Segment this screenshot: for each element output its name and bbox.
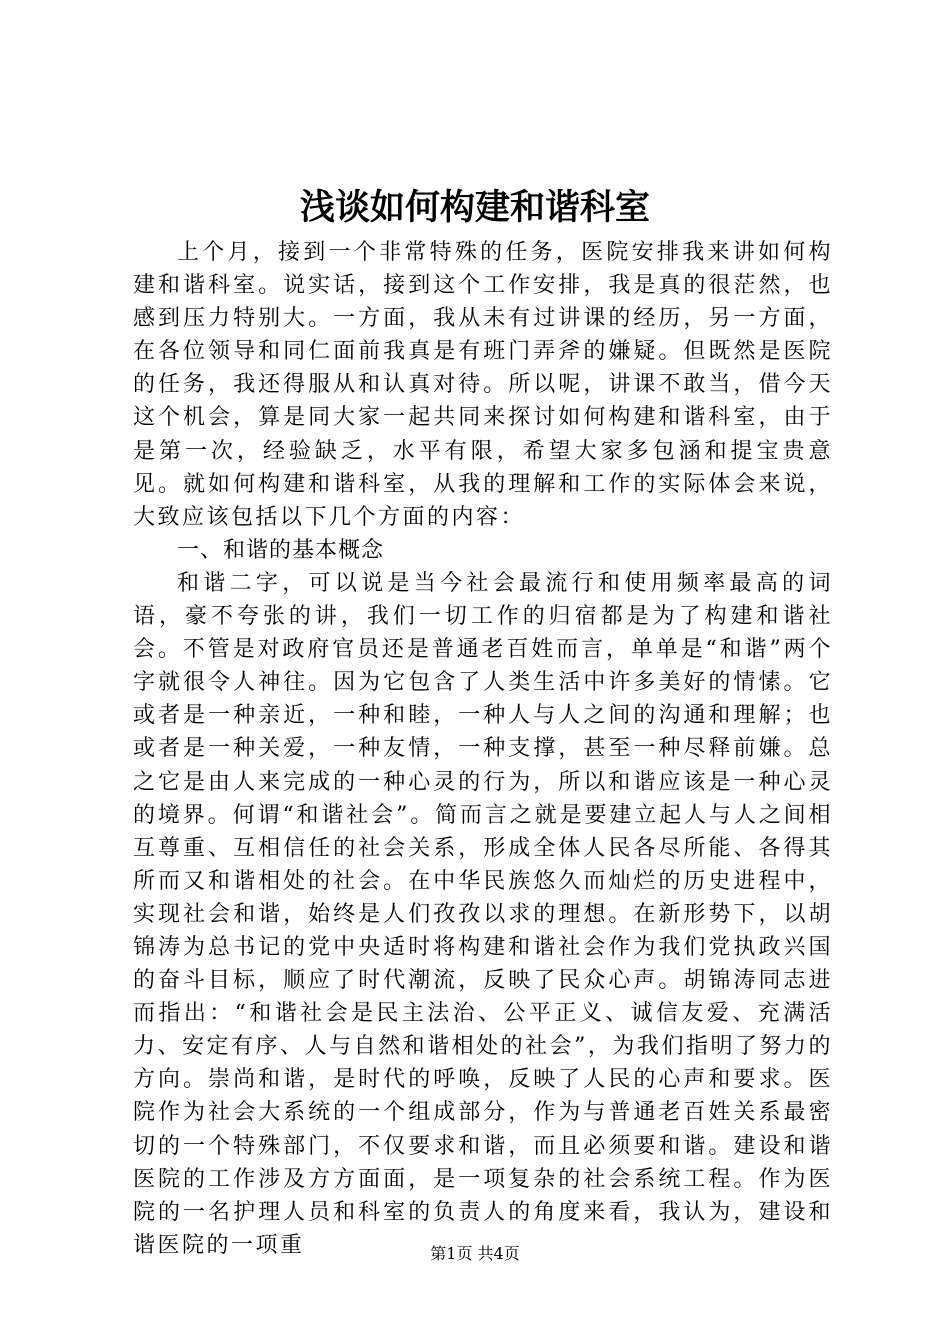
section-heading: 一、和谐的基本概念 <box>177 537 385 563</box>
harmony-concept-paragraph: 和谐二字，可以说是当今社会最流行和使用频率最高的词语，豪不夸张的讲，我们一切工作的归宿都是为了构建和谐社会。不管是对政府官员还是普通老百姓而言，单单是“和谐”两个字就很令人神往。因为它包含了人类生活中许多美好的情愫。它或者是一种亲近，一种和睦，一种人与人之间的沟通和理解；也或者是一种关爱，一种友情，一种支撑，甚至一种尽释前嫌。总之它是由人来完成的一种心灵的行为，所以和谐应该是一种心灵的境界。何谓“和谐社会”。简而言之就是要建立起人与人之间相互尊重、互相信任的社会关系，形成全体人民各尽所能、各得其所而又和谐相处的社会。在中华民族悠久而灿烂的历史进程中，实现社会和谐，始终是人们孜孜以求的理想。在新形势下，以胡锦涛为总书记的党中央适时将构建和谐社会作为我们党执政兴国的奋斗目标，顺应了时代潮流，反映了民众心声。胡锦涛同志进而指出：“和谐社会是民主法治、公平正义、诚信友爱、充满活力、安定有序、人与自然和谐相处的社会”，为我们指明了努力的方向。崇尚和谐，是时代的呼唤，反映了人民的心声和要求。医院作为社会大系统的一个组成部分，作为与普通老百姓关系最密切的一个特殊部门，不仅要求和谐，而且必须要和谐。建设和谐医院的工作涉及方方面面，是一项复杂的社会系统工程。作为医院的一名护理人员和科室的负责人的角度来看，我认为，建设和谐医院的一项重 <box>133 570 833 1258</box>
page-footer: 第1页 共4页 <box>430 1244 520 1263</box>
document-body <box>133 236 833 1262</box>
document-title: 浅谈如何构建和谐科室 <box>299 188 650 228</box>
intro-paragraph: 上个月，接到一个非常特殊的任务，医院安排我来讲如何构建和谐科室。说实话，接到这个工作安排，我是真的很茫然，也感到压力特别大。一方面，我从未有过讲课的经历，另一方面，在各位领导和同仁面前我真是有班门弄斧的嫌疑。但既然是医院的任务，我还得服从和认真对待。所以呢，讲课不敢当，借今天这个机会，算是同大家一起共同来探讨如何构建和谐科室，由于是第一次，经验缺乏，水平有限，希望大家多包涵和提宝贵意见。就如何构建和谐科室，从我的理解和工作的实际体会来说，大致应该包括以下几个方面的内容： <box>133 240 833 530</box>
